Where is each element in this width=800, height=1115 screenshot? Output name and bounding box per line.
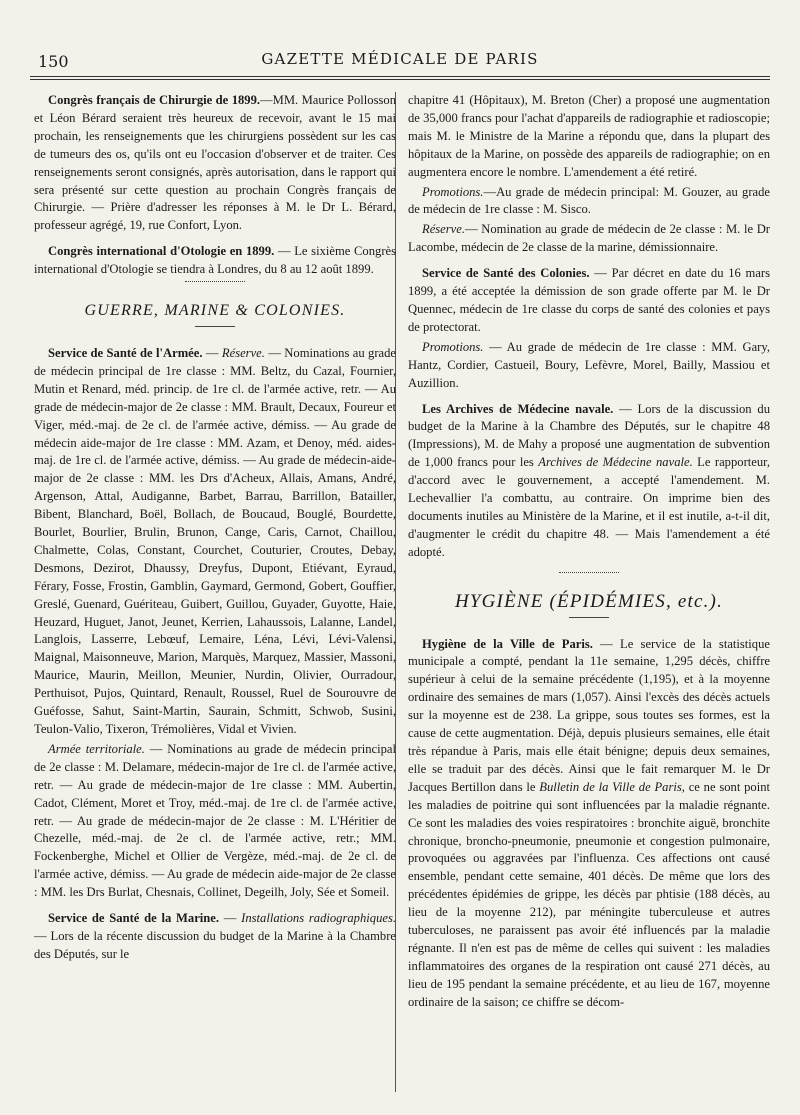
text-armee-territoriale: — Nominations au grade de médecin principal de 2e classe : M. Delamare, médecin-major de 1re cl. de l'armée active, retr. — Au grade de médecin-major de 1re classe : MM. Aubertin, Cadot, Clément, Moret et Troy, méd.-maj. de 1re cl. de l'armée active, retr. — Au grade de médecin-major de 2e classe : M. L'Héritier de Chezelle, méd.-maj. de 2e cl. de l'armée active, retr.; MM. Fockenberghe, Michel et Ollier de Vergèze, méd.-maj. de 2e cl. de l'armée active, démiss. — Au grade de médecin aide-major de 2e classe : MM. les Drs Burlat, Chesnais, Collinet, Degeilh, Joly, Sée et Someil. — [34, 741, 396, 900]
ornament-rule-right — [559, 572, 619, 573]
page-header — [30, 48, 770, 72]
heading-sante-armee: Service de Santé de l'Armée. — [48, 345, 203, 360]
page-number: 150 — [38, 52, 69, 71]
heading-congres-otologie: Congrès international d'Otologie en 1899. — [48, 244, 275, 259]
paragraph-sante-marine: Service de Santé de la Marine. — Installations radiographiques. — Lors de la récente discussion du budget de la Marine à la Chambre des Députés, sur le — [34, 911, 396, 961]
left-column — [34, 92, 396, 966]
heading-congres-chirurgie: Congrès français de Chirurgie de 1899. — [48, 93, 261, 107]
label-armee-territoriale: Armée territoriale. — [48, 741, 145, 756]
paragraph-marine-promotions — [408, 184, 770, 220]
text-sante-armee: — Nominations au grade de médecin principal de 1re classe : MM. Beltz, du Cazal, Fournier, Mutin et Renard, méd. princip. de 1re cl. de l'armée active, retr. — Au grade de médecin-major de 2e classe : MM. Brault, Decaux, Foureur et Viger, méd.-maj. de 2e cl. de l'armée active, démiss. — Au grade de médecin aide-major de 1re classe : MM. Azam, et Denoy, méd. aides-maj. de 1re cl. de l'armée active, démiss. — Au grade de médecin-aide-major de 2e classe : MM. les Drs d'Acheux, Allais, Amans, André, Argenson, Attal, Audiganne, Barbet, Barrau, Barrillon, Batailler, Bibent, Blanchard, Boël, Bollach, de Boucaud, Bouglé, Bourdette, Bourlet, Bourlier, Brulin, Brunon, Cange, Caris, Carnot, Chaillou, Chalmette, Colas, Constant, Courchet, Couturier, Croutes, Debay, Desmons, Dezirot, Dhaussy, Dreyfus, Dupont, Etiévant, Eyraud, Férary, Fosse, Frostin, Gamblin, Gaymard, Germond, Gobert, Gouffier, Greslé, Guenard, Guériteau, Guibert, Guillou, Guyader, Guyotte, Haie, Heuzard, Huguet, Janot, Jeunet, Kerrien, Lahaussois, Lalanne, Landel, Langlois, Lasserre, Lebœuf, Lemaire, Léna, Lévi, Lévi-Valensi, Maignal, Maisonneuve, Marion, Marquès, Marquez, Massier, Massoni, Maurice, Maurin, Meillon, Meunier, Nurdin, Olivier, Ourradour, Perthuisot, Pujos, Quintard, Renault, Roussel, Ruel de Sourouvre de Guéfosse, Sahut, Saint-Martin, Saurain, Schmitt, Schwob, Susini, Teulon-Valio, Tixeron, Trémolières, Vidal et Vivien. — [34, 345, 397, 736]
heading-sante-marine: Service de Santé de la Marine. — [48, 911, 220, 926]
text-hygiene-1: — Le service de la statistique municipale a compté, pendant la 11e semaine, 1,295 décès, chiffre supérieur à celui de la semaine précédente (1,195), et à la moyenne ordinaire des semaines de mars (1,057). Ainsi l'excès des décès actuels sur la moyenne est de 238. La grippe, sous toutes ses formes, est la cause de cette augmentation. Déjà, depuis plusieurs semaines, elle était très répandue à Paris, mais elle était bénigne; depuis deux semaines, elle se traduit par des décès. Ainsi que le fait remarquer M. le Dr Jacques Bertillon dans le — [408, 636, 770, 794]
section-heading-hygiene: HYGIÈNE (ÉPIDÉMIES, etc.). — [454, 590, 724, 612]
section-rule — [195, 326, 235, 327]
heading-sante-colonies: Service de Santé des Colonies. — [422, 266, 590, 281]
paragraph-marine-continued: chapitre 41 (Hôpitaux), M. Breton (Cher) a proposé une augmentation de 35,000 francs pour l'achat d'appareils de radiographie et radioscopie; mais M. le Ministre de la Marine a répondu que, dans la plupart des hôpitaux de la Marine, on possède des appareils de radiographie; on en augmentera encore le nombre. L'amendement a été retiré. — [408, 93, 770, 179]
label-reserve: Réserve. — [221, 345, 265, 360]
label-promotions: Promotions. — [422, 184, 484, 199]
journal-bulletin: Bulletin de la Ville de Paris, — [539, 779, 685, 794]
heading-archives-navale: Les Archives de Médecine navale. — [422, 401, 614, 416]
ornament-rule — [185, 281, 245, 282]
label-colonies-promotions: Promotions. — [422, 339, 484, 354]
paragraph-marine-reserve — [408, 221, 770, 257]
header-rule — [30, 76, 770, 80]
paragraph-congres-chirurgie — [34, 92, 396, 235]
paragraph-congres-otologie — [34, 243, 396, 279]
right-column — [408, 92, 770, 1014]
heading-hygiene-paris: Hygiène de la Ville de Paris. — [422, 636, 593, 651]
paragraph-colonies-promotions — [408, 339, 770, 393]
text-archives-2: Le rapporteur, d'accord avec le gouvernement, a accepté l'amendement. M. Lechevallier l'a combattu, au contraire. On imprime bien des documents inutiles au Ministère de la Marine, et il est inutile, a-t-il dit, d'augmenter le crédit du chapitre 48. — Mais l'amendement a été adopté. — [408, 455, 770, 559]
section-rule-right — [569, 617, 609, 618]
journal-title: GAZETTE MÉDICALE DE PARIS — [261, 50, 539, 68]
paragraph-hygiene-paris — [408, 636, 770, 1012]
paragraph-armee-territoriale — [34, 741, 396, 902]
text-promotions: —Au grade de médecin principal: M. Gouzer, au grade de médecin de 1re classe : M. Sisco. — [408, 184, 770, 217]
paragraph-sante-armee: Service de Santé de l'Armée. — Réserve. — Nominations au grade de médecin principal de 1re classe : MM. Beltz, du Cazal, Fournier, Mutin et Renard, méd. princip. de 1re cl. de l'armée active, retr. — Au grade de médecin-major de 2e classe : MM. Brault, Decaux, Foureur et Viger, méd.-maj. de 2e cl. de l'armée active, démiss. — Au grade de médecin aide-major de 1re classe : MM. Azam, et Denoy, méd. aides-maj. de 1re cl. de l'armée active, démiss. — Au grade de médecin-aide-major de 2e classe : MM. les Drs d'Acheux, Allais, Amans, André, Argenson, Attal, Audiganne, Barbet, Barrau, Barrillon, Batailler, Bibent, Blanchard, Boël, Bollach, de Boucaud, Bouglé, Bourdette, Bourlet, Bourlier, Brulin, Brunon, Cange, Caris, Carnot, Chaillou, Chalmette, Colas, Constant, Courchet, Couturier, Croutes, Debay, Desmons, Dezirot, Dhaussy, Dreyfus, Dupont, Etiévant, Eyraud, Férary, Fosse, Frostin, Gamblin, Gaymard, Germond, Gobert, Gouffier, Greslé, Guenard, Guériteau, Guibert, Guillou, Guyader, Guyotte, Haie, Heuzard, Huguet, Janot, Jeunet, Kerrien, Lahaussois, Lalanne, Landel, Langlois, Lasserre, Lebœuf, Lemaire, Léna, Lévi, Lévi-Valensi, Maignal, Maisonneuve, Marion, Marquès, Marquez, Massier, Massoni, Maurice, Maurin, Meillon, Meunier, Nurdin, Olivier, Ourradour, Perthuisot, Pujos, Quintard, Renault, Roussel, Ruel de Sourouvre de Guéfosse, Sahut, Saint-Martin, Saurain, Schmitt, Schwob, Susini, Teulon-Valio, Tixeron, Trémolières, Vidal et Vivien. — [34, 345, 397, 736]
paragraph-sante-colonies — [408, 265, 770, 337]
text-congres-chirurgie: —MM. Maurice Pollosson et Léon Bérard seraient très heureux de recevoir, avant le 15 mai prochain, les renseignements que les chirurgiens possèdent sur les cas de tumeurs des os, qu'ils ont eu l'occasion d'observer et de traiter. Ces renseignements seront consignés, après autorisation, dans le rapport qui sera présenté sur cette question au prochain Congrès français de Chirurgie. — Prière d'adresser les réponses à M. le Dr L. Bérard, professeur agrégé, 19, rue Confort, Lyon. — [34, 93, 396, 233]
text-colonies-promotions: — Au grade de médecin de 1re classe : MM. Gary, Hantz, Cordier, Castueil, Boury, Lefèvre, Morel, Bailly, Massiou et Auzillion. — [408, 339, 770, 390]
label-installations: Installations radiographiques. — [241, 911, 396, 926]
text-reserve-marine: — Nomination au grade de médecin de 2e classe : M. le Dr Lacombe, médecin de 2e classe de la marine, démissionnaire. — [408, 222, 770, 255]
text-archives-1: — Lors de la discussion du budget de la Marine à la Chambre des Députés, sur le chapitre 48 (Impressions), M. de Mahy a proposé une augmentation de subvention de 1,000 francs pour les — [408, 401, 770, 470]
section-heading-guerre: GUERRE, MARINE & COLONIES. — [84, 302, 346, 320]
text-hygiene-2: ce ne sont point les maladies de poitrine qui sont influencées par la maladie régnante. Ce sont les maladies des voies respiratoires : bronchite aiguë, bronchite chronique, broncho-pneumonie, pneumonie et congestion pulmonaire, provoquées ou aggravées par l'influenza. Ces affections ont causé ensemble, pendant cette semaine, 401 décès. De même que lors des précédentes épidémies de grippe, les décès par phtisie (188 décès, au lieu de la moyenne 212), par méningite tuberculeuse et autres tuberculoses, ne paraissent pas avoir été influencés par la maladie régnante. Il n'en est pas de même de celles qui suivent : les maladies inflammatoires des organes de la respiration ont causé 271 décès, au lieu de 195 pendant la semaine précédente, et au lieu de 167, moyenne ordinaire de la saison; ce chiffre se décom- — [408, 779, 770, 1009]
text-sante-marine: — Lors de la récente discussion du budget de la Marine à la Chambre des Députés, sur le — [34, 928, 396, 961]
text-sante-colonies: — Par décret en date du 16 mars 1899, a été acceptée la démission de son grade offerte par M. le Dr Quennec, médecin de 1re classe du corps de santé des colonies et pays de protectorat. — [408, 266, 771, 334]
paragraph-archives-navale — [408, 401, 770, 562]
label-reserve-marine: Réserve. — [422, 222, 466, 237]
journal-archives: Archives de Médecine navale. — [538, 455, 693, 470]
text-congres-otologie: — Le sixième Congrès international d'Otologie se tiendra à Londres, du 8 au 12 août 1899. — [34, 244, 396, 277]
